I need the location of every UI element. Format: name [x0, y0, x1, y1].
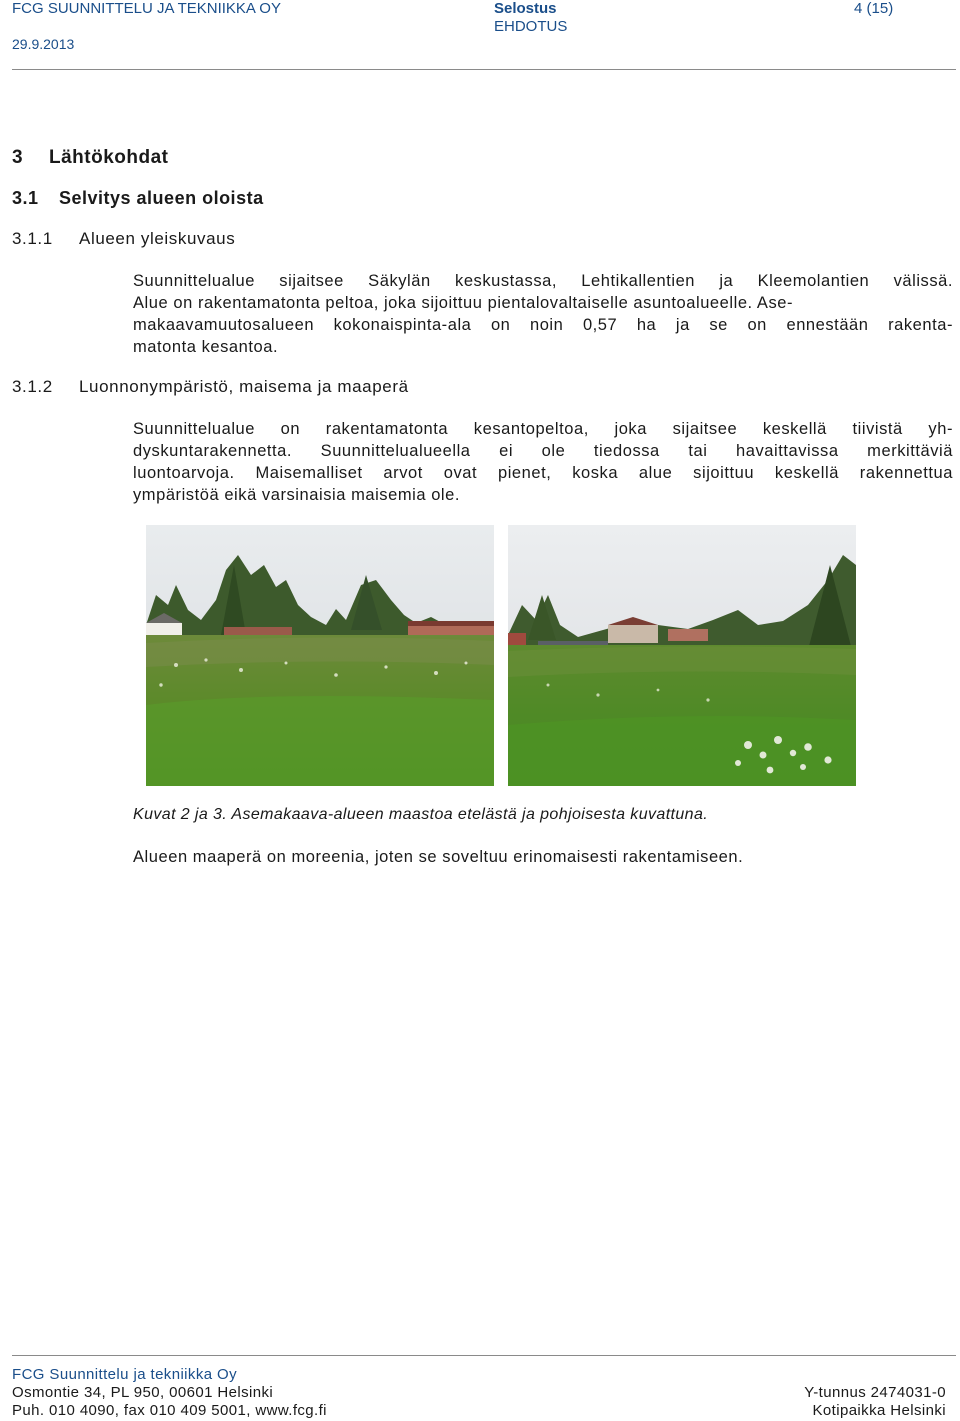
paragraph-line: Suunnittelualue sijaitsee Säkylän keskustassa, Lehtikallentien ja Kleemolantien välissä.	[133, 272, 953, 290]
section-number: 3	[12, 147, 24, 168]
section-number: 3.1	[12, 188, 39, 208]
paragraph-line: Alue on rakentamatonta peltoa, joka sijoittuu pientalovaltaiselle asuntoalueelle. Ase-	[133, 294, 794, 312]
paragraph-general-description	[133, 270, 953, 358]
header-company: FCG SUUNNITTELU JA TEKNIIKKA OY	[12, 0, 281, 17]
header-rule	[12, 69, 956, 70]
section-number: 3.1.2	[12, 377, 53, 396]
section-heading-3	[12, 147, 169, 169]
paragraph-line: dyskuntarakennetta. Suunnittelualueella ei ole tiedossa tai havaittavissa merkittäviä	[133, 442, 953, 460]
paragraph-natural-environment	[133, 418, 953, 506]
photo-caption: Kuvat 2 ja 3. Asemakaava-alueen maastoa etelästä ja pohjoisesta kuvattuna.	[133, 806, 709, 823]
photo-field-from-north	[508, 525, 856, 786]
footer-domicile: Kotipaikka Helsinki	[812, 1402, 946, 1419]
photo-field-from-south	[146, 525, 494, 786]
paragraph-line: makaavamuutosalueen kokonaispinta-ala on noin 0,57 ha ja se on ennestään rakenta-	[133, 316, 953, 334]
paragraph-line: luontoarvoja. Maisemalliset arvot ovat pienet, koska alue sijoittuu keskellä rakennettua	[133, 464, 953, 482]
paragraph-line: Suunnittelualue on rakentamatonta kesantopeltoa, joka sijaitsee keskellä tiivistä yh-	[133, 420, 953, 438]
footer-business-id: Y-tunnus 2474031-0	[804, 1384, 946, 1401]
header-doc-type: Selostus	[494, 0, 557, 17]
section-title: Selvitys alueen oloista	[59, 188, 264, 208]
footer-rule	[12, 1355, 956, 1356]
header-date: 29.9.2013	[12, 36, 75, 52]
footer-company: FCG Suunnittelu ja tekniikka Oy	[12, 1366, 237, 1383]
header-page-number: 4 (15)	[854, 0, 894, 17]
paragraph-line: matonta kesantoa.	[133, 338, 279, 356]
section-heading-3-1-2	[12, 377, 409, 397]
section-title: Lähtökohdat	[49, 147, 169, 168]
section-title: Alueen yleiskuvaus	[79, 229, 236, 248]
footer-address: Osmontie 34, PL 950, 00601 Helsinki	[12, 1384, 274, 1401]
section-number: 3.1.1	[12, 229, 53, 248]
paragraph-line: ympäristöä eikä varsinaisia maisemia ole.	[133, 486, 461, 504]
paragraph-soil: Alueen maaperä on moreenia, joten se soveltuu erinomaisesti rakentamiseen.	[133, 848, 744, 866]
section-title: Luonnonympäristö, maisema ja maaperä	[79, 377, 409, 396]
section-heading-3-1-1	[12, 229, 235, 249]
section-heading-3-1	[12, 188, 264, 209]
footer-contact: Puh. 010 4090, fax 010 409 5001, www.fcg.fi	[12, 1402, 327, 1419]
header-status: EHDOTUS	[494, 18, 568, 35]
